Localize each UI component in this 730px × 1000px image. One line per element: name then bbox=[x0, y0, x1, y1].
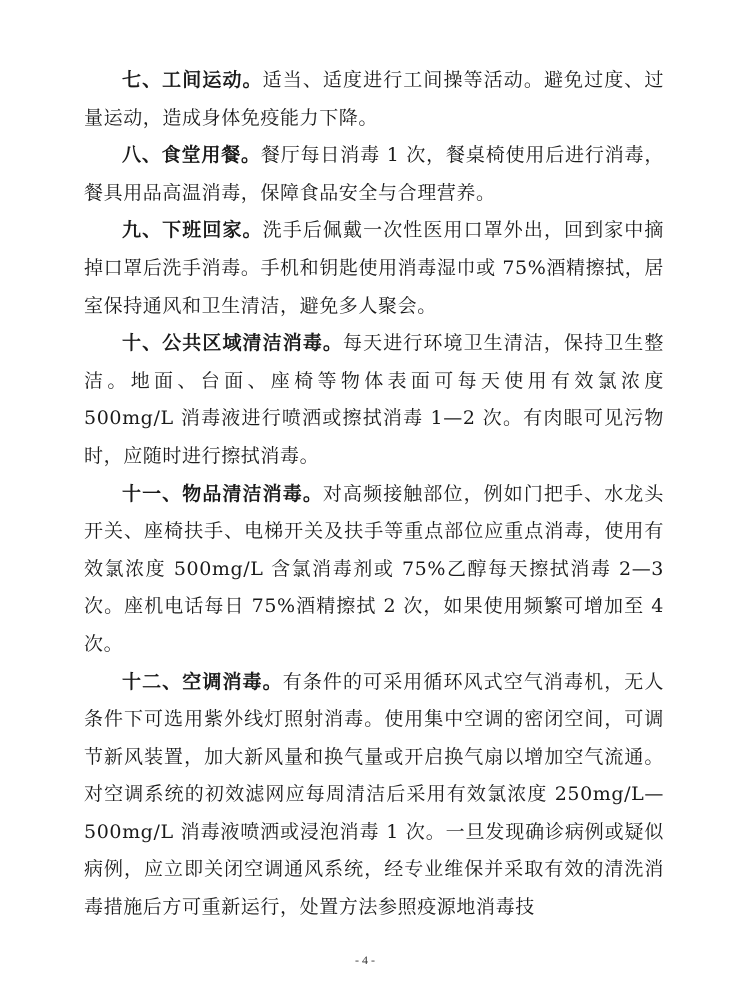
paragraph-item-disinfection bbox=[84, 476, 664, 664]
paragraph-body: 对高频接触部位，例如门把手、水龙头开关、座椅扶手、电梯开关及扶手等重点部位应重点消毒，使用有效氯浓度 500mg/L 含氯消毒剂或 75%乙醇每天擦拭消毒 2—3 次。座机电话每日 75%酒精擦拭 2 次，如果使用频繁可增加至 4 次。 bbox=[84, 482, 664, 655]
paragraph-workplace-exercise bbox=[84, 62, 664, 137]
paragraph-body: 洗手后佩戴一次性医用口罩外出，回到家中摘掉口罩后洗手消毒。手机和钥匙使用消毒湿巾或 75%酒精擦拭，居室保持通风和卫生清洁，避免多人聚会。 bbox=[84, 219, 664, 317]
paragraph-heading: 十、公共区域清洁消毒。 bbox=[122, 332, 344, 355]
paragraph-air-conditioning-disinfection bbox=[84, 664, 664, 927]
paragraph-canteen-dining bbox=[84, 137, 664, 212]
paragraph-heading: 八、食堂用餐。 bbox=[122, 144, 261, 167]
paragraph-heading: 七、工间运动。 bbox=[122, 69, 263, 91]
paragraph-public-area-disinfection bbox=[84, 325, 664, 475]
document-page bbox=[84, 62, 664, 927]
paragraph-going-home bbox=[84, 212, 664, 325]
paragraph-heading: 九、下班回家。 bbox=[122, 219, 263, 242]
paragraph-body: 餐厅每日消毒 1 次，餐桌椅使用后进行消毒，餐具用品高温消毒，保障食品安全与合理营养。 bbox=[84, 144, 665, 204]
paragraph-heading: 十二、空调消毒。 bbox=[122, 670, 283, 693]
paragraph-heading: 十一、物品清洁消毒。 bbox=[122, 482, 323, 505]
paragraph-body: 有条件的可采用循环风式空气消毒机，无人条件下可选用紫外线灯照射消毒。使用集中空调的密闭空间，可调节新风装置，加大新风量和换气量或开启换气扇以增加空气流通。对空调系统的初效滤网应每周清洁后采用有效氯浓度 250mg/L—500mg/L 消毒液喷洒或浸泡消毒 1 次。一旦发现确诊病例或疑似病例，应立即关闭空调通风系统，经专业维保并采取有效的清洗消毒措施后方可重新运行，处置方法参照疫源地消毒技 bbox=[84, 670, 664, 919]
paragraph-body: 每天进行环境卫生清洁，保持卫生整洁。地面、台面、座椅等物体表面可每天使用有效氯浓度 500mg/L 消毒液进行喷洒或擦拭消毒 1—2 次。有肉眼可见污物时，应随时进行擦拭消毒。 bbox=[84, 332, 664, 467]
paragraph-body: 适当、适度进行工间操等活动。避免过度、过量运动，造成身体免疫能力下降。 bbox=[84, 69, 664, 129]
page-number: - 4 - bbox=[355, 953, 375, 967]
